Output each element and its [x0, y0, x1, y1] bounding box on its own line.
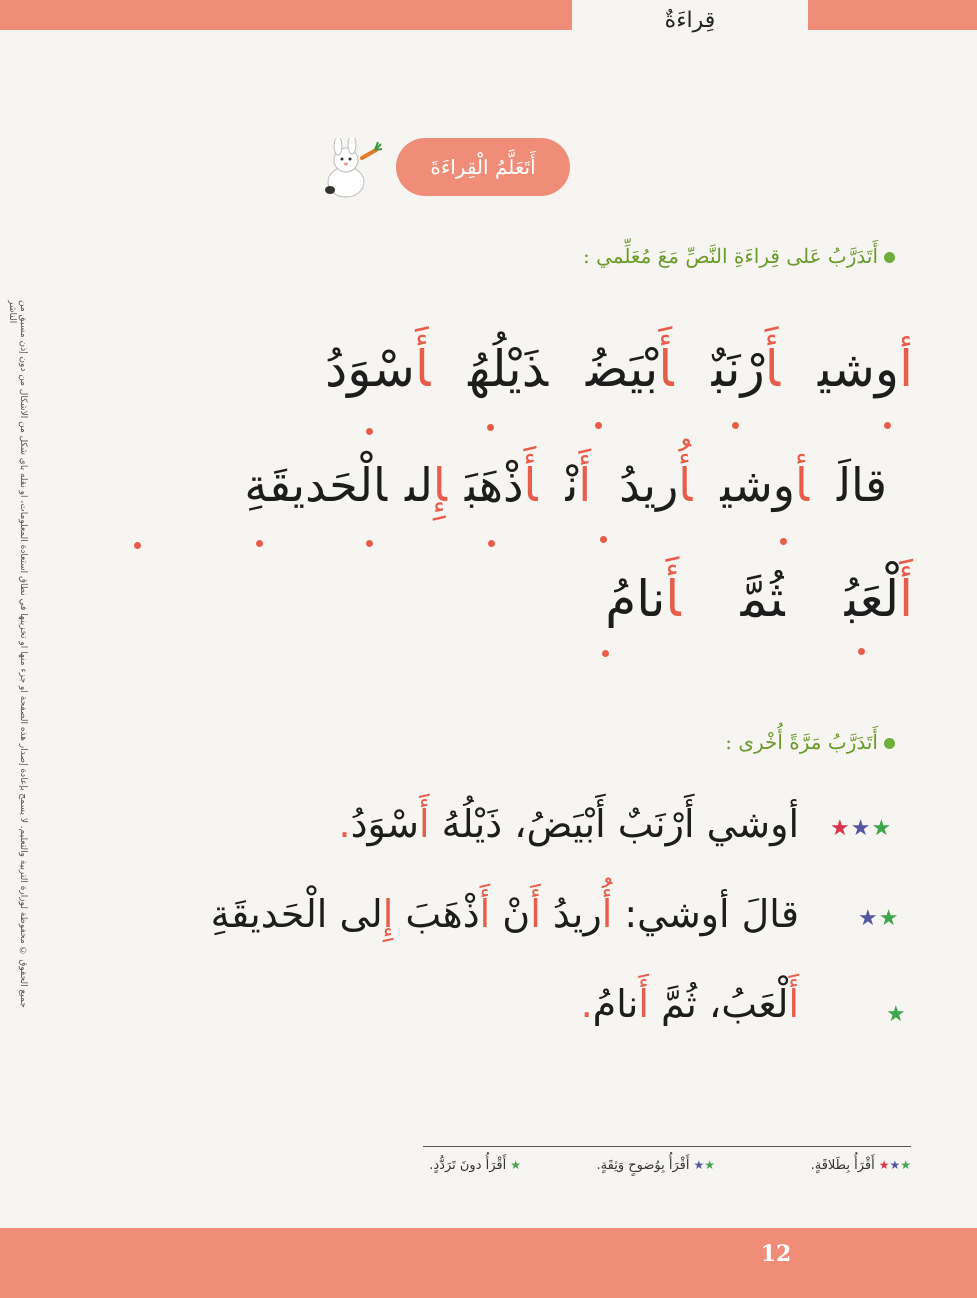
red-star-icon: ★ — [830, 816, 851, 841]
word: أَرْنَبٌ — [711, 340, 780, 398]
exercise2-instruction — [725, 730, 895, 754]
page-header-title: قِراءَةٌ — [664, 8, 716, 33]
red-marker-dot — [602, 650, 609, 657]
exercise2-line1: أوشي أَرْنَبٌ أَبْيَضُ، ذَيْلُهُ أَسْوَدُ. — [338, 802, 799, 846]
word: أُريدُ — [619, 458, 693, 512]
red-marker-dot — [487, 424, 494, 431]
word: أَبْيَضُ — [585, 340, 674, 398]
top-band-right — [808, 0, 977, 30]
word: أوشي — [720, 458, 809, 512]
word: ثُمَّ — [740, 570, 785, 628]
legend-two-stars — [597, 1158, 715, 1173]
two-star-rating — [858, 906, 899, 931]
red-marker-dot — [256, 540, 263, 547]
legend-three-stars — [811, 1158, 911, 1173]
word: إِلى — [404, 458, 447, 512]
bullet-dot-icon — [884, 738, 895, 749]
exercise1-line2 — [244, 458, 887, 512]
red-marker-dot — [488, 540, 495, 547]
exercise1-instruction — [583, 244, 895, 268]
red-marker-dot — [134, 542, 141, 549]
legend-one-star-text: أَقْرَأُ دونَ تَرَدُّدٍ. — [429, 1158, 507, 1173]
red-marker-dot — [858, 648, 865, 655]
blue-star-icon: ★ — [889, 1158, 901, 1172]
green-star-icon: ★ — [510, 1158, 521, 1172]
blue-star-icon: ★ — [850, 816, 872, 841]
legend-three-stars-text: أَقْرَأُ بِطَلاقَةٍ. — [810, 1158, 875, 1173]
red-marker-dot — [366, 540, 373, 547]
word: أَنامُ — [605, 570, 681, 628]
red-marker-dot — [366, 428, 373, 435]
red-star-icon: ★ — [878, 1158, 890, 1172]
bottom-band — [0, 1228, 977, 1298]
word: أوشي — [817, 340, 913, 398]
red-marker-dot — [780, 538, 787, 545]
green-star-icon: ★ — [900, 1158, 911, 1172]
section-badge — [396, 138, 570, 196]
word: أَذْهَبَ — [464, 458, 538, 512]
exercise2-line2: قالَ أوشي: أُريدُ أَنْ أَذْهَبَ إِلى الْحَديقَةِ — [210, 892, 799, 936]
red-marker-dot — [600, 536, 607, 543]
exercise2-line3: أَلْعَبُ، ثُمَّ أَنامُ. — [580, 982, 799, 1026]
word: ذَيْلُهُ — [468, 340, 548, 398]
three-star-rating — [830, 816, 892, 841]
one-star-rating — [886, 1002, 907, 1027]
legend-two-stars-text: أَقْرَأُ بِوُضوحٍ وَثِقَةٍ. — [596, 1158, 690, 1173]
top-band-left — [0, 0, 572, 30]
legend-divider — [423, 1146, 911, 1147]
copyright-side-note: جميع الحقوق © محفوظة لوزارة التربية والتعليم. لا يسمح بإعادة إصدار هذه الصفحة أو جزء منها أو تخزينها في نطاق استعادة المعلومات، أو نقله بأي شكل من الأشكال من دون إذن مسبق من الناشر — [7, 300, 28, 1008]
word: قالَ — [836, 458, 887, 512]
word: أَنْ — [565, 458, 592, 512]
exercise1-line1 — [287, 340, 913, 398]
exercise1-line3 — [567, 570, 913, 628]
green-star-icon: ★ — [704, 1158, 715, 1172]
green-star-icon: ★ — [871, 816, 893, 841]
red-marker-dot — [884, 422, 891, 429]
exercise2-instruction-text: أَتَدَرَّبُ مَرَّةً أُخْرى : — [725, 730, 878, 754]
blue-star-icon: ★ — [858, 906, 879, 931]
exercise1-instruction-text: أَتَدَرَّبُ عَلى قِراءَةِ النَّصِّ مَعَ مُعَلِّمي : — [582, 244, 878, 268]
section-badge-label: أَتَعَلَّمُ الْقِراءَةَ — [430, 155, 536, 179]
legend-one-star — [429, 1158, 521, 1173]
blue-star-icon: ★ — [693, 1158, 705, 1172]
red-marker-dot — [595, 422, 602, 429]
green-star-icon: ★ — [878, 906, 900, 931]
green-star-icon: ★ — [886, 1002, 907, 1027]
bullet-dot-icon — [884, 252, 895, 263]
word: أَلْعَبُ — [844, 570, 913, 628]
red-marker-dot — [732, 422, 739, 429]
word: الْحَديقَةِ — [244, 458, 387, 512]
page-number: 12 — [760, 1241, 792, 1267]
bunny-illustration-icon — [318, 138, 384, 200]
word: أَسْوَدُ — [324, 340, 431, 398]
